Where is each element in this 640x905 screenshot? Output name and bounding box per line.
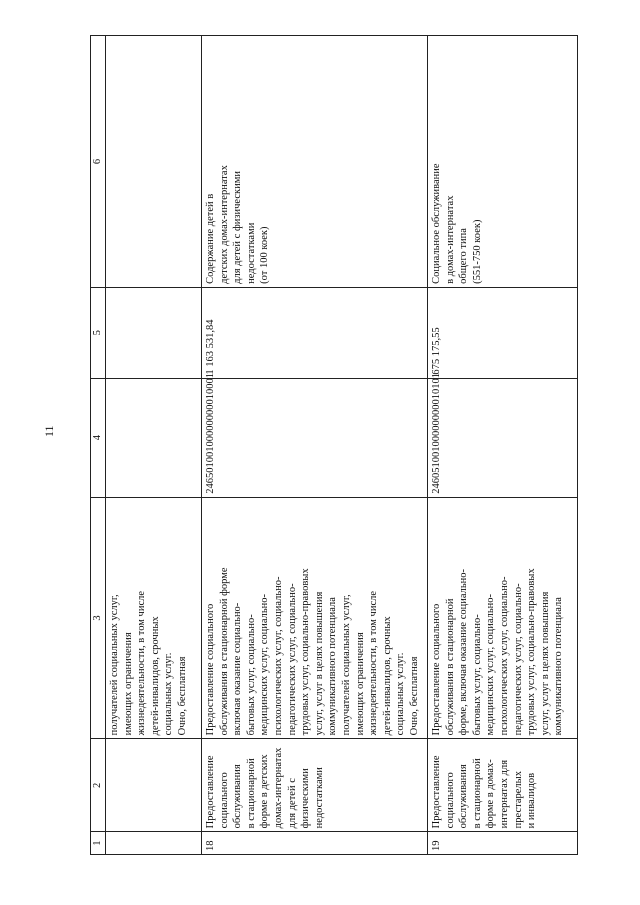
header-col-3: 3 bbox=[91, 497, 106, 739]
page-number: 11 bbox=[42, 425, 56, 437]
service-description: Предоставление социального обслуживания в стационарной форме включая оказание социально- бытовых услуг, социально- медицинских услуг, социально- психологических услуг, социально- педагогических услуг, социально- трудовых услуг, социально-правовых услуг, услуг в целях повышения коммуникативного потенциала получателей социальных услуг, имеющих ограничения жизнедеятельности, в том числе детей-инвалидов, срочных социальных услуг. Очно, бесплатная bbox=[202, 497, 428, 739]
header-row bbox=[91, 36, 106, 855]
service-description: получателей социальных услуг, имеющих ограничения жизнедеятельности, в том числе детей-инвалидов, срочных социальных услуг. Очно, бесплатная bbox=[106, 497, 202, 739]
row-number bbox=[106, 832, 202, 855]
service-name bbox=[106, 739, 202, 832]
service-description: Предоставление социального обслуживания в стационарной форме, включая оказание социально- бытовых услуг, социально- медицинских услуг, социально- психологических услуг, социально- педагогических услуг, социально- трудовых услуг, социально-правовых услуг, услуг в целях повышения коммуникативного потенциала bbox=[428, 497, 578, 739]
service-note bbox=[106, 36, 202, 288]
header-col-2: 2 bbox=[91, 739, 106, 832]
table-row bbox=[428, 36, 578, 855]
header-col-1: 1 bbox=[91, 832, 106, 855]
service-name: Предоставление социального обслуживания в стационарной форме в детских домах-интернатах для детей с физическими недостатками bbox=[202, 739, 428, 832]
services-table bbox=[90, 35, 578, 855]
header-col-6: 6 bbox=[91, 36, 106, 288]
header-col-4: 4 bbox=[91, 378, 106, 497]
service-note: Социальное обслуживание в домах-интернатах общего типа (551-750 коек) bbox=[428, 36, 578, 288]
rotated-page-content bbox=[90, 35, 590, 855]
cost-value bbox=[106, 287, 202, 378]
service-name: Предоставление социального обслуживания в стационарной форме в домах- интернатах для престарелых и инвалидов bbox=[428, 739, 578, 832]
table-row bbox=[106, 36, 202, 855]
registry-code: 24650100100000000010001 bbox=[202, 378, 428, 497]
row-number: 18 bbox=[202, 832, 428, 855]
registry-code bbox=[106, 378, 202, 497]
header-col-5: 5 bbox=[91, 287, 106, 378]
table-row bbox=[202, 36, 428, 855]
registry-code: 24605100100000000010101 bbox=[428, 378, 578, 497]
service-note: Содержание детей в детских домах-интернатах для детей с физическими недостатками (от 100 коек) bbox=[202, 36, 428, 288]
cost-value: 675 175,55 bbox=[428, 287, 578, 378]
cost-value: 1 163 531,84 bbox=[202, 287, 428, 378]
row-number: 19 bbox=[428, 832, 578, 855]
